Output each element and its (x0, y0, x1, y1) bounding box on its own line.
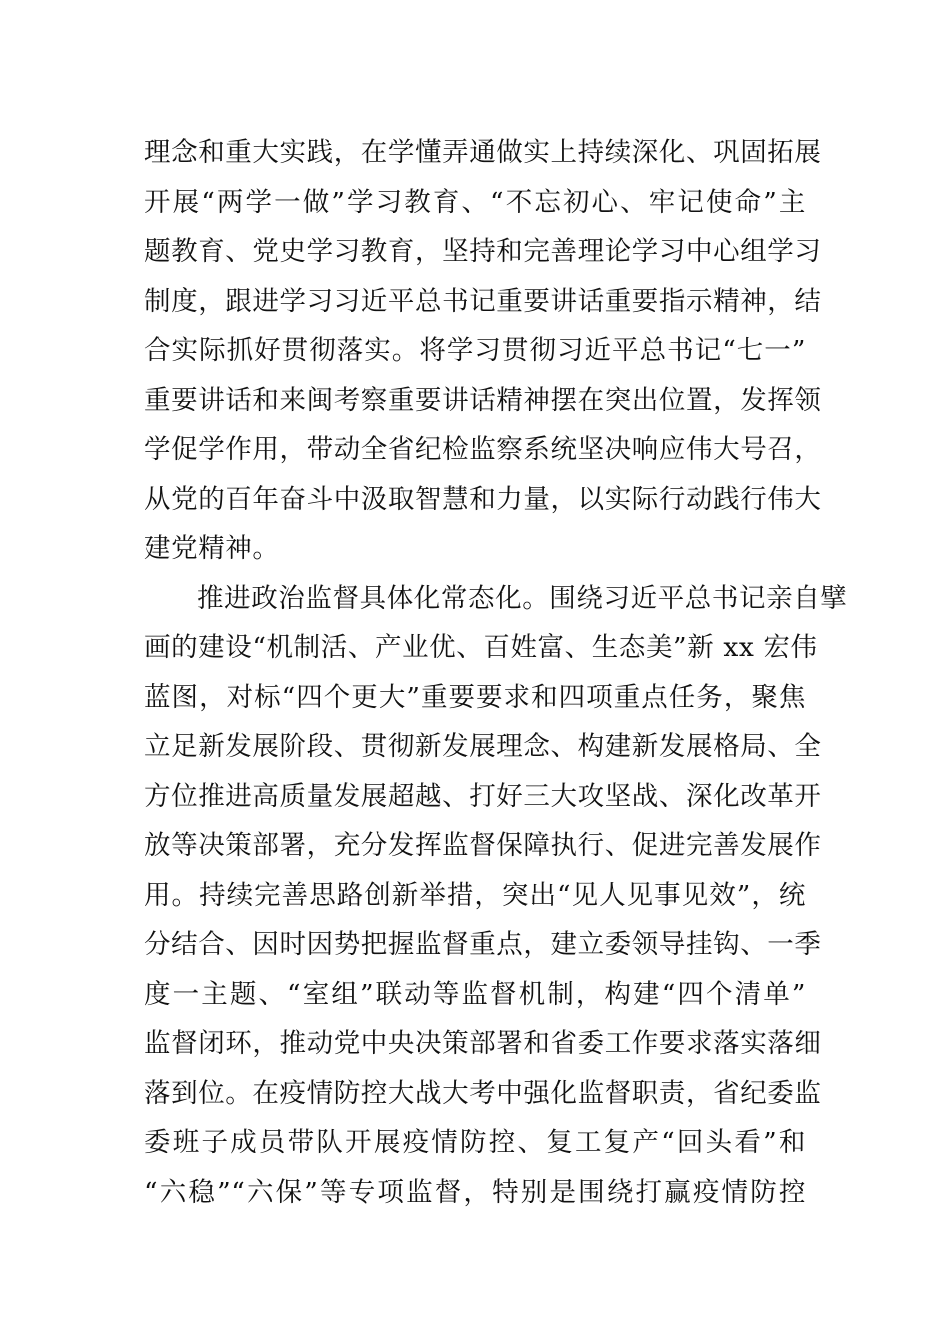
text-line: 从党的百年奋斗中汲取智慧和力量，以实际行动践行伟大 (144, 483, 822, 515)
text-line: 分结合、因时因势把握监督重点，建立委领导挂钩、一季 (144, 929, 822, 960)
text-line: 重要讲话和来闽考察重要讲话精神摆在突出位置，发挥领 (144, 384, 822, 416)
paragraph (144, 574, 848, 1218)
text-line: 方位推进高质量发展超越、打好三大攻坚战、深化改革开 (144, 780, 822, 812)
text-line: 监督闭环，推动党中央决策部署和省委工作要求落实落细 (144, 1028, 822, 1059)
paragraph (144, 128, 822, 574)
text-line: 用。持续完善思路创新举措，突出“见人见事见效”，统 (144, 879, 806, 911)
text-line: 立足新发展阶段、贯彻新发展理念、构建新发展格局、全 (144, 731, 822, 762)
text-line: 推进政治监督具体化常态化。围绕习近平总书记亲自擘 (197, 582, 848, 614)
text-line: 制度，跟进学习习近平总书记重要讲话重要指示精神，结 (144, 285, 822, 317)
text-line: 合实际抓好贯彻落实。将学习贯彻习近平总书记“七一” (144, 335, 806, 366)
text-line: 学促学作用，带动全省纪检监察系统坚决响应伟大号召， (144, 434, 822, 465)
text-line: 委班子成员带队开展疫情防控、复工复产“回头看”和 (144, 1127, 806, 1158)
text-line: 理念和重大实践，在学懂弄通做实上持续深化、巩固拓展 (144, 137, 822, 168)
text-line: 蓝图，对标“四个更大”重要要求和四项重点任务，聚焦 (144, 681, 806, 713)
text-line: 放等决策部署，充分发挥监督保障执行、促进完善发展作 (144, 830, 822, 861)
text-line: 度一主题、“室组”联动等监督机制，构建“四个清单” (144, 978, 806, 1010)
text-line: 落到位。在疫情防控大战大考中强化监督职责，省纪委监 (144, 1077, 822, 1109)
text-line: 建党精神。 (144, 533, 280, 564)
text-line: 画的建设“机制活、产业优、百姓富、生态美”新 xx 宏伟 (144, 632, 818, 663)
text-line: 开展“两学一做”学习教育、“不忘初心、牢记使命”主 (144, 186, 806, 218)
text-line: “六稳”“六保”等专项监督，特别是围绕打赢疫情防控 (144, 1176, 806, 1208)
body-text (144, 128, 848, 1217)
text-line: 题教育、党史学习教育，坚持和完善理论学习中心组学习 (144, 236, 822, 267)
